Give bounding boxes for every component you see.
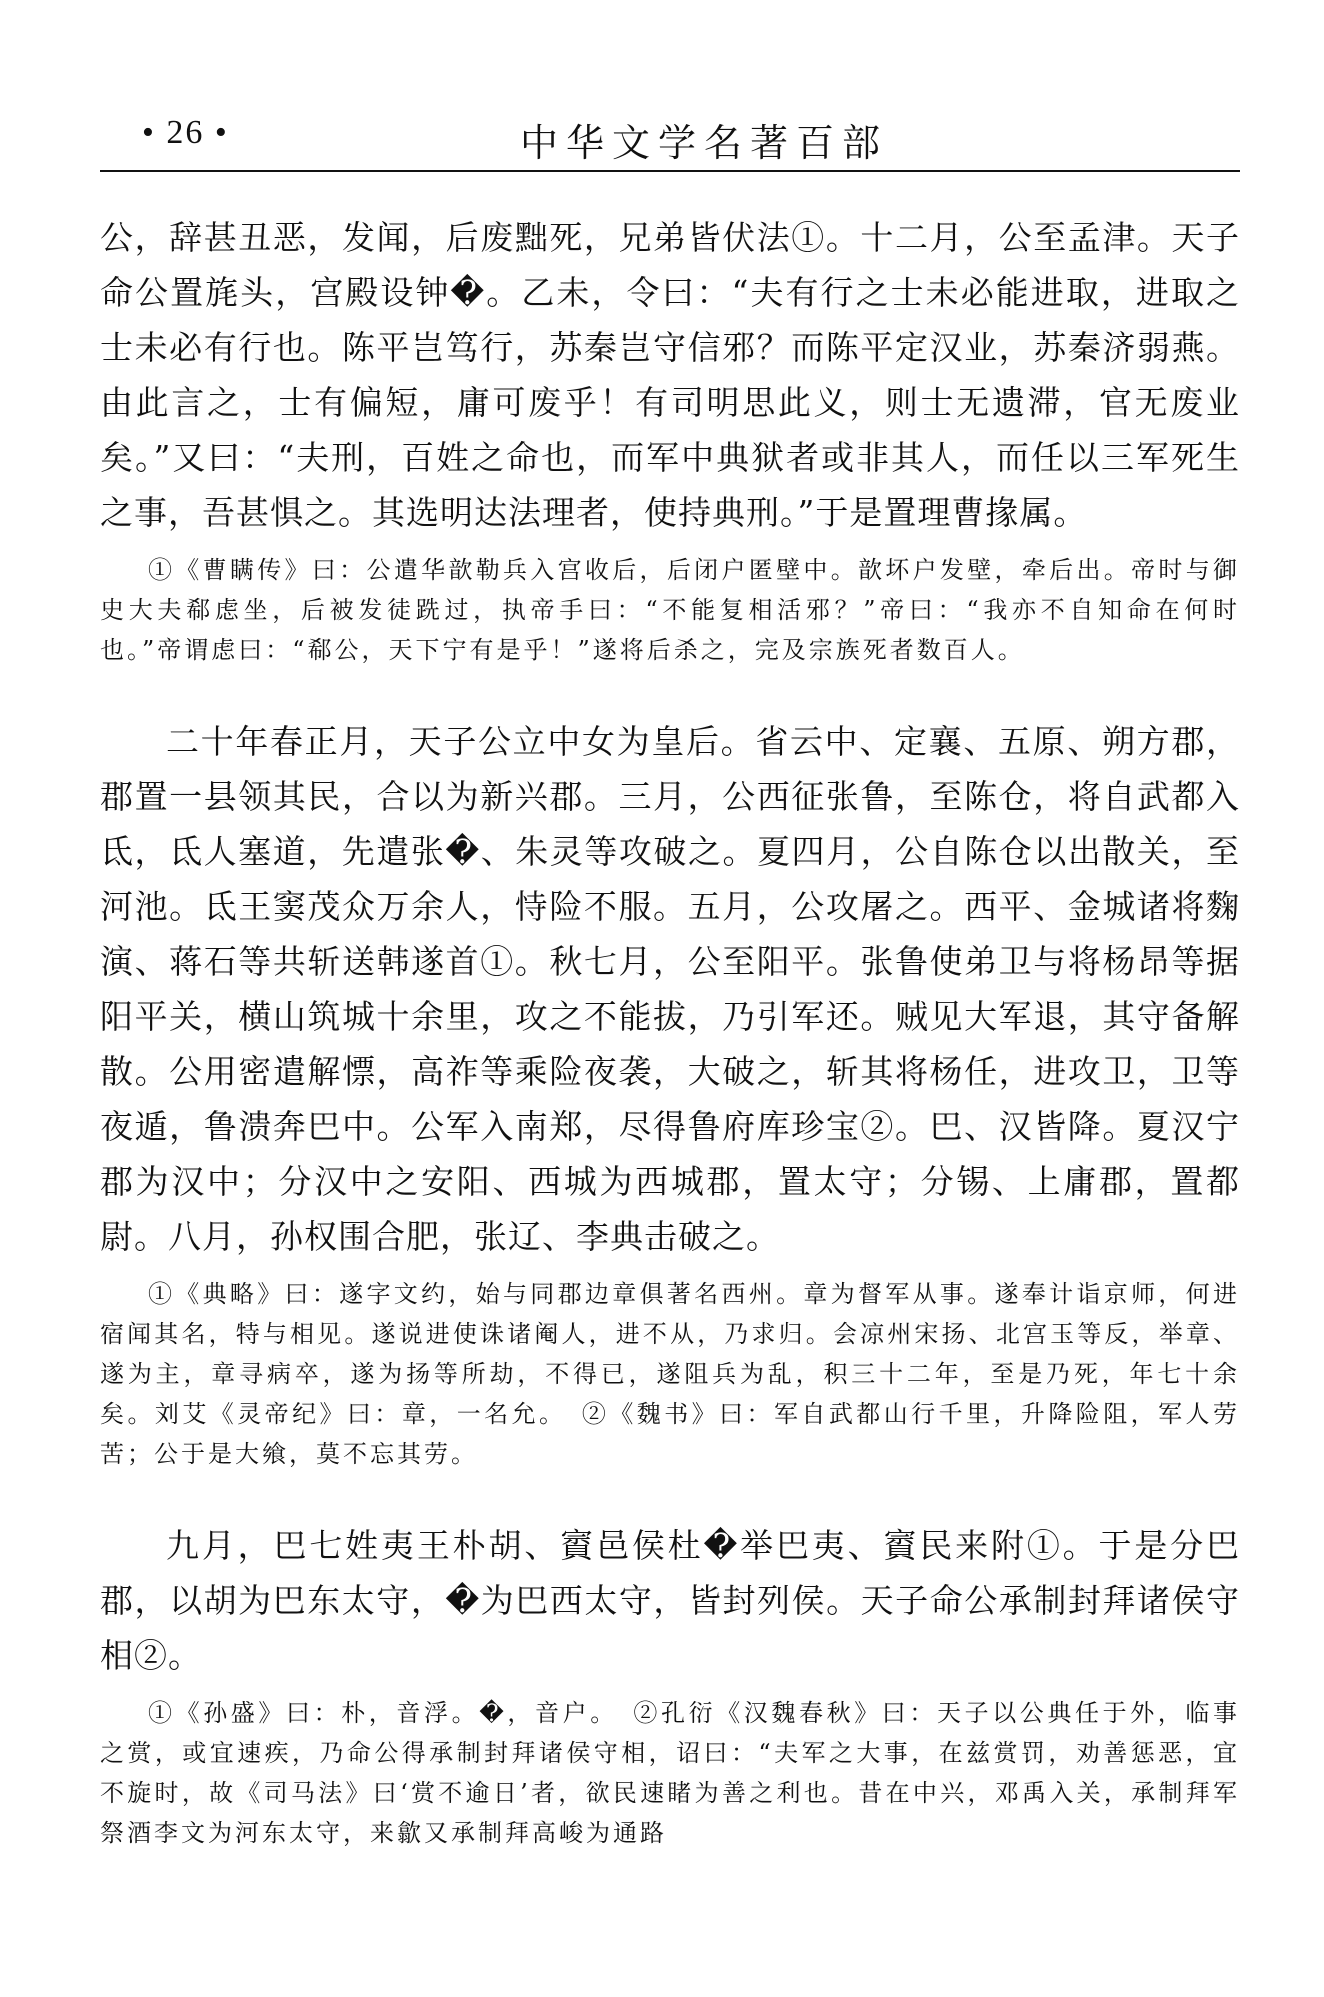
- footnote-block-2: ①《典略》曰：遂字文约，始与同郡边章俱著名西州。章为督军从事。遂奉计诣京师，何进宿闻其名，特与相见。遂说进使诛诸阉人，进不从，乃求归。会凉州宋扬、北宫玉等反，举章、遂为主，章寻病卒，遂为扬等所劫，不得已，遂阻兵为乱，积三十二年，至是乃死，年七十余矣。刘艾《灵帝纪》曰：章，一名允。 ②《魏书》曰：军自武都山行千里，升降险阻，军人劳苦；公于是大飨，莫不忘其劳。: [100, 1280, 1240, 1468]
- footnote-block-3: ①《孙盛》曰：朴，音浮。�，音户。 ②孔衍《汉魏春秋》曰：天子以公典任于外，临事之赏，或宜速疾，乃命公得承制封拜诸侯守相，诏曰：“夫军之大事，在兹赏罚，劝善惩恶，宜不旋时，故《司马法》曰‘赏不逾日’者，欲民速睹为善之利也。昔在中兴，邓禹入关，承制拜军祭酒李文为河东太守，来歙又承制拜高峻为通路: [100, 1699, 1240, 1847]
- body-paragraph-3: 九月，巴七姓夷王朴胡、賨邑侯杜�举巴夷、賨民来附①。于是分巴郡，以胡为巴东太守，�为巴西太守，皆封列侯。天子命公承制封拜诸侯守相②。: [100, 1526, 1240, 1675]
- book-title: 中华文学名著百部: [520, 121, 889, 165]
- body-paragraph-2: 二十年春正月，天子公立中女为皇后。省云中、定襄、五原、朔方郡，郡置一县领其民，合以为新兴郡。三月，公西征张鲁，至陈仓，将自武都入氐，氐人塞道，先遣张�、朱灵等攻破之。夏四月，公自陈仓以出散关，至河池。氐王窦茂众万余人，恃险不服。五月，公攻屠之。西平、金城诸将麴演、蒋石等共斩送韩遂首①。秋七月，公至阳平。张鲁使弟卫与将杨昂等据阳平关，横山筑城十余里，攻之不能拔，乃引军还。贼见大军退，其守备解散。公用密遣解慓，高祚等乘险夜袭，大破之，斩其将杨任，进攻卫，卫等夜遁，鲁溃奔巴中。公军入南郑，尽得鲁府库珍宝②。巴、汉皆降。夏汉宁郡为汉中；分汉中之安阳、西城为西城郡，置太守；分锡、上庸郡，置都尉。八月，孙权围合肥，张辽、李典击破之。: [100, 722, 1240, 1256]
- page-number: • 26 •: [142, 114, 229, 151]
- page-body: [100, 210, 1240, 1853]
- page-header: [100, 108, 1240, 168]
- footnote-block-1: ①《曹瞒传》曰：公遣华歆勒兵入宫收后，后闭户匿壁中。歆坏户发壁，牵后出。帝时与御史大夫郗虑坐，后被发徒跣过，执帝手曰：“不能复相活邪？”帝曰：“我亦不自知命在何时也。”帝谓虑曰：“郗公，天下宁有是乎！”遂将后杀之，完及宗族死者数百人。: [100, 556, 1240, 664]
- header-divider: [100, 170, 1240, 172]
- body-paragraph-1: 公，辞甚丑恶，发闻，后废黜死，兄弟皆伏法①。十二月，公至孟津。天子命公置旄头，宫殿设钟�。乙未，令曰：“夫有行之士未必能进取，进取之士未必有行也。陈平岂笃行，苏秦岂守信邪？而陈平定汉业，苏秦济弱燕。由此言之，士有偏短，庸可废乎！有司明思此义，则士无遗滞，官无废业矣。”又曰：“夫刑，百姓之命也，而军中典狱者或非其人，而任以三军死生之事，吾甚惧之。其选明达法理者，使持典刑。”于是置理曹掾属。: [100, 218, 1240, 532]
